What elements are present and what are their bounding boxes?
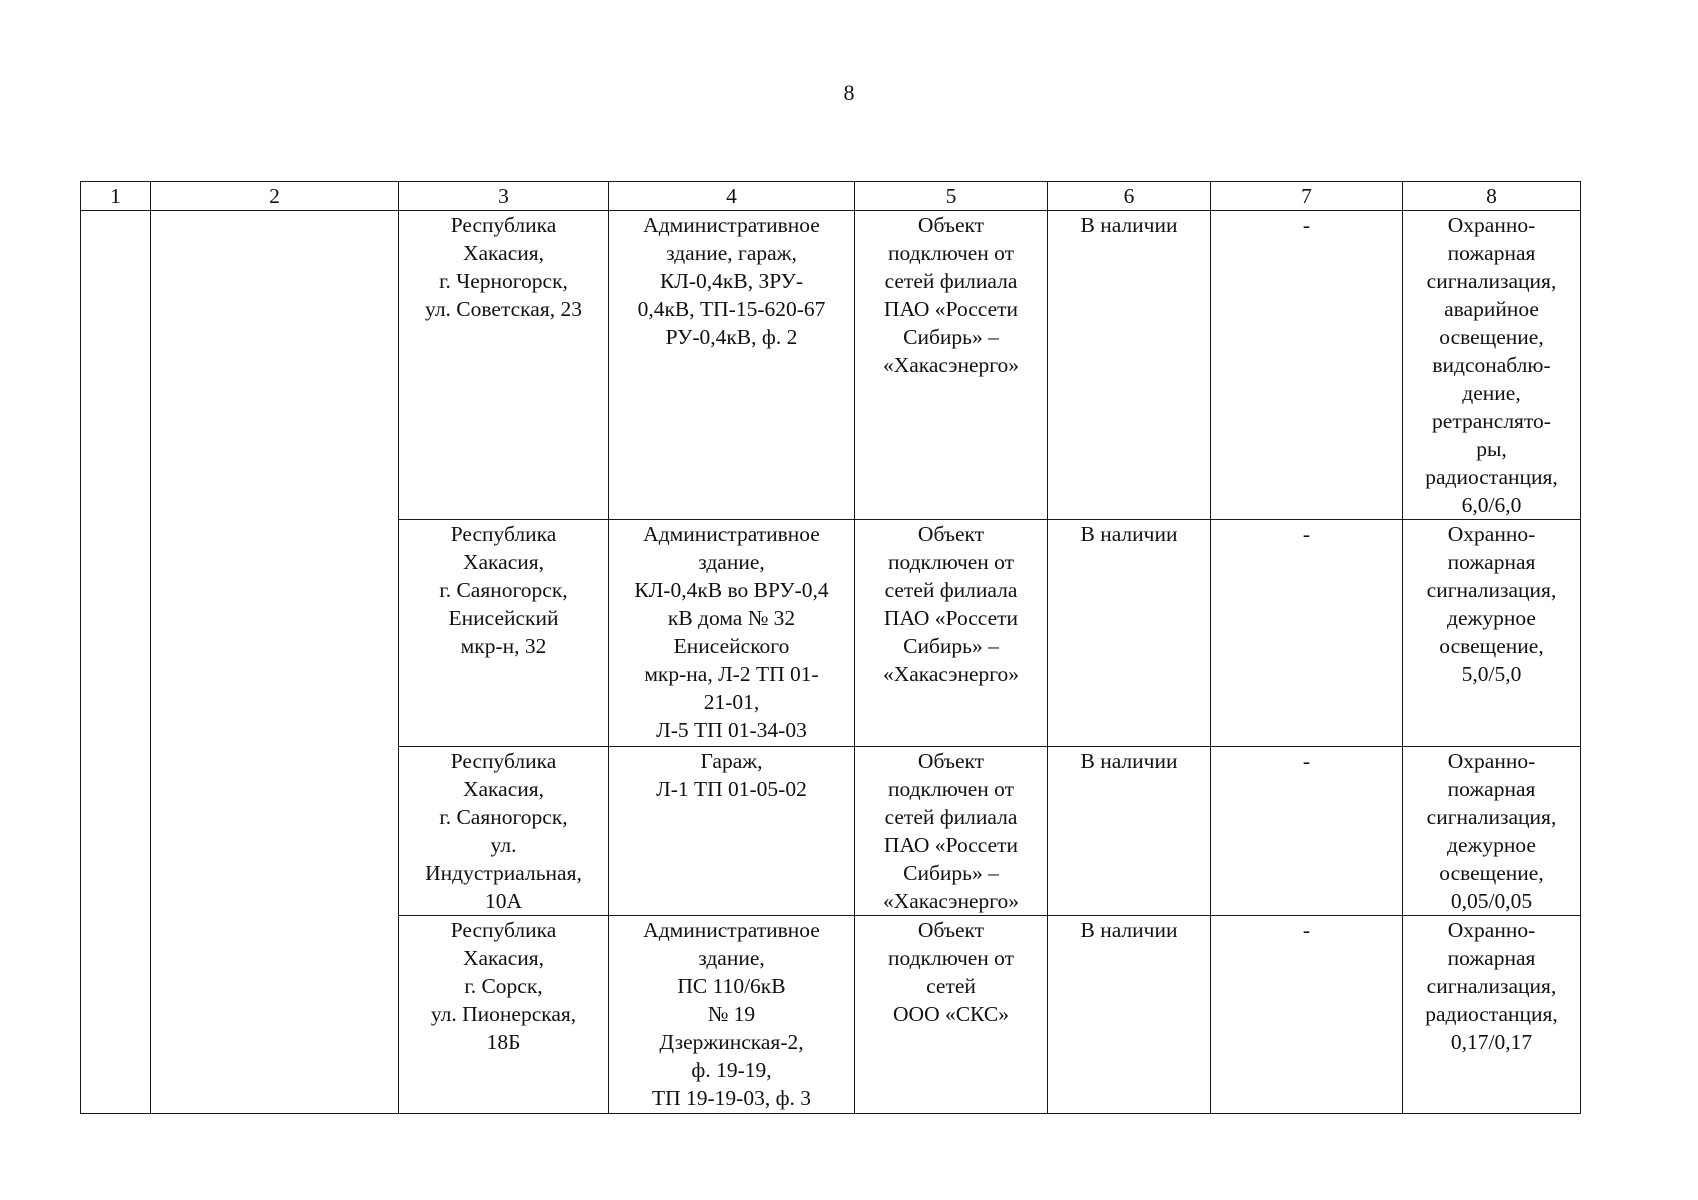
dash-cell: - (1211, 211, 1403, 520)
connection-cell: Объект подключен от сетей ООО «СКС» (855, 916, 1048, 1114)
page-number: 8 (843, 80, 855, 105)
security-cell: Охранно- пожарная сигнализация, аварийное освещение, видсонаблю- дение, ретранслято- ры, радиостанция, 6,0/6,0 (1403, 211, 1581, 520)
object-cell: Гараж, Л-1 ТП 01-05-02 (609, 747, 855, 916)
address-cell: Республика Хакасия, г. Сорск, ул. Пионерская, 18Б (399, 916, 609, 1114)
object-cell: Административное здание, КЛ-0,4кВ во ВРУ-0,4 кВ дома № 32 Енисейского мкр-на, Л-2 ТП 01- 21-01, Л-5 ТП 01-34-03 (609, 520, 855, 747)
column-number-6: 6 (1048, 182, 1211, 211)
object-cell: Административное здание, ПС 110/6кВ № 19 Дзержинская-2, ф. 19-19, ТП 19-19-03, ф. 3 (609, 916, 855, 1114)
security-cell: Охранно- пожарная сигнализация, дежурное освещение, 5,0/5,0 (1403, 520, 1581, 747)
availability-cell: В наличии (1048, 520, 1211, 747)
availability-cell: В наличии (1048, 747, 1211, 916)
connection-cell: Объект подключен от сетей филиала ПАО «Россети Сибирь» – «Хакасэнерго» (855, 520, 1048, 747)
column-number-3: 3 (399, 182, 609, 211)
column-number-7: 7 (1211, 182, 1403, 211)
table-row (81, 211, 1581, 520)
address-cell: Республика Хакасия, г. Саяногорск, Енисейский мкр-н, 32 (399, 520, 609, 747)
column-number-1: 1 (81, 182, 151, 211)
availability-cell: В наличии (1048, 211, 1211, 520)
empty-cell-col1 (81, 211, 151, 1114)
column-number-5: 5 (855, 182, 1048, 211)
connection-cell: Объект подключен от сетей филиала ПАО «Россети Сибирь» – «Хакасэнерго» (855, 211, 1048, 520)
column-number-8: 8 (1403, 182, 1581, 211)
column-number-row (81, 182, 1581, 211)
object-cell: Административное здание, гараж, КЛ-0,4кВ, ЗРУ- 0,4кВ, ТП-15-620-67 РУ-0,4кВ, ф. 2 (609, 211, 855, 520)
empty-cell-col2 (151, 211, 399, 1114)
address-cell: Республика Хакасия, г. Черногорск, ул. Советская, 23 (399, 211, 609, 520)
dash-cell: - (1211, 520, 1403, 747)
dash-cell: - (1211, 747, 1403, 916)
facilities-table (80, 181, 1581, 1114)
address-cell: Республика Хакасия, г. Саяногорск, ул. Индустриальная, 10А (399, 747, 609, 916)
security-cell: Охранно- пожарная сигнализация, дежурное освещение, 0,05/0,05 (1403, 747, 1581, 916)
security-cell: Охранно- пожарная сигнализация, радиостанция, 0,17/0,17 (1403, 916, 1581, 1114)
dash-cell: - (1211, 916, 1403, 1114)
availability-cell: В наличии (1048, 916, 1211, 1114)
column-number-4: 4 (609, 182, 855, 211)
column-number-2: 2 (151, 182, 399, 211)
connection-cell: Объект подключен от сетей филиала ПАО «Россети Сибирь» – «Хакасэнерго» (855, 747, 1048, 916)
